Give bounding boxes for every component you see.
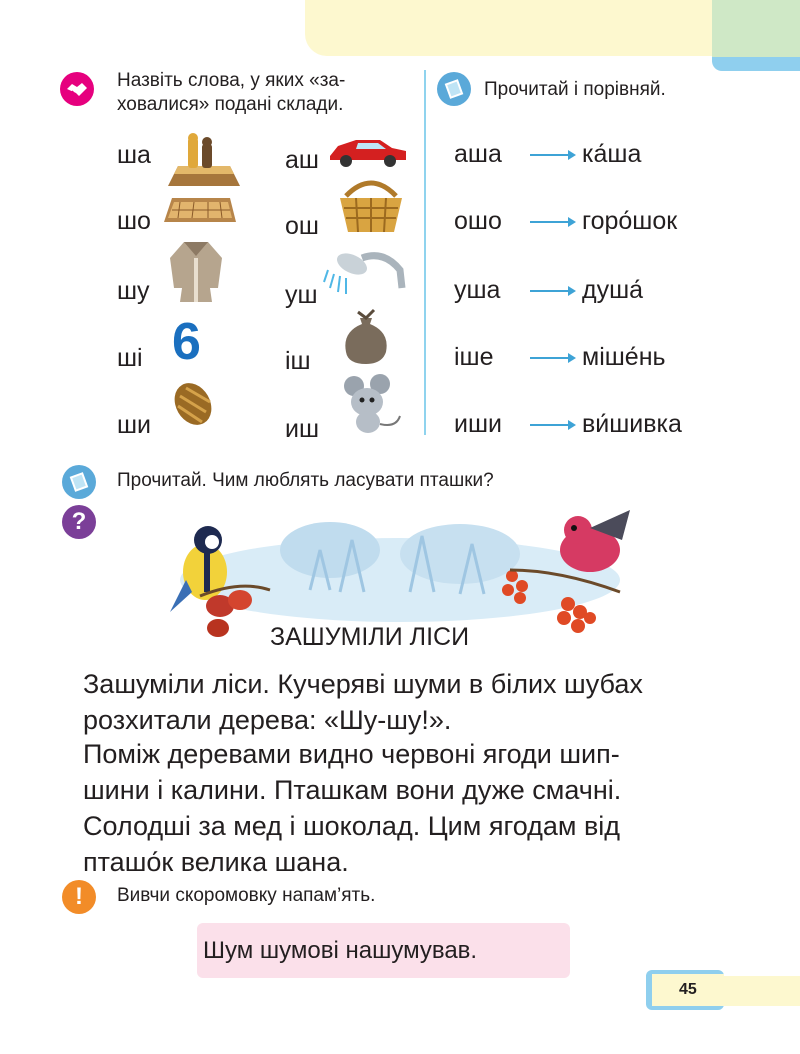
header-band-green xyxy=(712,0,800,62)
pair-word-3: душа́ xyxy=(582,276,644,304)
syllable-shy: ши xyxy=(117,411,152,439)
pair-word-4: міше́нь xyxy=(582,343,666,371)
book-read-icon xyxy=(437,72,471,106)
arrow-right-icon xyxy=(530,221,574,223)
task1-instruction xyxy=(117,69,345,117)
syllable-ush: уш xyxy=(285,281,318,309)
arrow-right-icon xyxy=(530,357,574,359)
question-mark-icon: ? xyxy=(62,505,96,539)
pair-word-5: ви́шивка xyxy=(582,410,682,438)
story-line: шини і калини. Пташкам вони дуже смачні. xyxy=(83,775,622,805)
syllable-ysh: иш xyxy=(285,415,320,443)
syllable-ish: іш xyxy=(285,347,311,375)
syllable-shi: ші xyxy=(117,344,143,372)
mouse-icon xyxy=(340,372,406,441)
syllable-ash: аш xyxy=(285,146,319,174)
story-line: Зашуміли ліси. Кучеряві шуми в білих шубах xyxy=(83,669,643,699)
pair-word-2: горо́шок xyxy=(582,207,678,235)
fur-coat-icon xyxy=(160,238,232,309)
pine-cone-icon xyxy=(168,378,218,433)
story-line: розхитали дерева: «Шу-шу!». xyxy=(83,705,452,735)
chessboard-icon xyxy=(160,192,240,231)
story-line: пташо́к велика шана. xyxy=(83,847,349,877)
red-car-icon xyxy=(326,134,410,173)
pair-syllable-2: ошо xyxy=(454,207,502,235)
arrow-right-icon xyxy=(530,290,574,292)
column-divider xyxy=(424,70,426,435)
task2-instruction: Прочитай і порівняй. xyxy=(484,79,666,100)
task4-instruction: Вивчи скоромовку напам’ять. xyxy=(117,885,376,906)
digit-six: 6 xyxy=(172,313,201,371)
story-paragraph-2 xyxy=(83,736,703,880)
syllable-shu: шу xyxy=(117,277,150,305)
exclamation-icon: ! xyxy=(62,880,96,914)
story-line: Солодші за мед і шоколад. Цим ягодам від xyxy=(83,811,621,841)
story-line: Поміж деревами видно червоні ягоди шип- xyxy=(83,739,620,769)
handshake-icon xyxy=(60,72,94,106)
pair-syllable-4: іше xyxy=(454,343,494,371)
task3-instruction: Прочитай. Чим люблять ласувати пташки? xyxy=(117,470,494,491)
arrow-right-icon xyxy=(530,154,574,156)
header-band-yellow xyxy=(305,0,715,56)
syllable-osh: ош xyxy=(285,212,319,240)
tongue-twister-text: Шум шумові нашумував. xyxy=(203,937,478,964)
story-paragraph-1 xyxy=(83,666,703,738)
page-number: 45 xyxy=(679,981,697,998)
task1-instruction-line2: ховалися» подані склади. xyxy=(117,94,344,115)
pair-syllable-5: иши xyxy=(454,410,502,438)
pair-syllable-1: аша xyxy=(454,140,502,168)
story-title: ЗАШУМІЛИ ЛІСИ xyxy=(270,623,470,651)
chess-pieces-icon xyxy=(158,130,246,193)
shower-head-icon xyxy=(322,248,406,301)
pair-syllable-3: уша xyxy=(454,276,501,304)
syllable-sha: ша xyxy=(117,141,151,169)
syllable-sho: шо xyxy=(117,207,151,235)
header-band-blue xyxy=(712,57,800,71)
sack-icon xyxy=(340,306,392,369)
arrow-right-icon xyxy=(530,424,574,426)
basket-icon xyxy=(336,176,406,241)
book-read-icon xyxy=(62,465,96,499)
footer-band xyxy=(724,976,800,1006)
pair-word-1: ка́ша xyxy=(582,140,642,168)
task1-instruction-line1: Назвіть слова, у яких «за- xyxy=(117,70,346,91)
